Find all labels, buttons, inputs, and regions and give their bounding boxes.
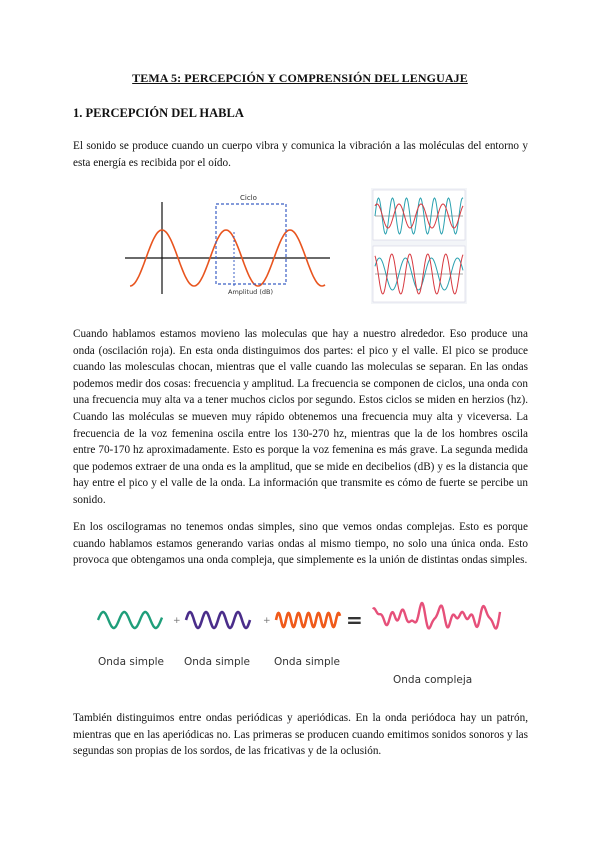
simple-wave-2 [186,612,250,628]
paragraph-periodic-waves: También distinguimos entre ondas periódicas y aperiódicas. En la onda periódoca hay un patrón, mientras que en las aperiódicas no. Las primeras se producen cuando emitimos sonidos sonoros y las segundas son propias de los sordos, de las fricativas y de la oclusión. [73,712,528,758]
label-simple-3: Onda simple [274,656,341,668]
label-complex: Onda compleja [393,674,473,686]
paragraph-complex-waves: En los oscilogramas no tenemos ondas simples, sino que vemos ondas complejas. Esto es porque cuando hablamos estamos generando varias ondas al mismo tiempo, no solo una única onda. Esto provoca que obtengamos una onda compleja, que simplemente es la unión de distintas ondas simples. [73,521,528,567]
equals-sign: = [346,608,363,632]
section-heading: 1. PERCEPCIÓN DEL HABLA [73,106,244,120]
cycle-label: Ciclo [240,194,257,202]
plus-sign-1: + [173,616,181,626]
complex-wave [373,603,500,629]
cycle-box [216,204,286,284]
composite-wave-figure [88,595,508,695]
label-simple-1: Onda simple [98,656,165,668]
mini-wave-diagrams [371,188,467,304]
wave-cycle-figure [120,190,335,300]
plus-sign-2: + [263,616,271,626]
label-simple-2: Onda simple [184,656,251,668]
amplitude-label: Amplitud (dB) [228,288,274,296]
page-title: TEMA 5: PERCEPCIÓN Y COMPRENSIÓN DEL LENGUAJE [132,71,468,85]
paragraph-sound-intro: El sonido se produce cuando un cuerpo vibra y comunica la vibración a las moléculas del entorno y esta energía es recibida por el oído. [73,140,528,169]
simple-wave-3 [276,613,340,627]
paragraph-wave-explanation: Cuando hablamos estamos movieno las moleculas que hay a nuestro alrededor. Eso produce una onda (oscilación roja). En esta onda distinguimos dos partes: el pico y el valle. El pico se produce cuando las molesculas chocan, mientras que el valle cuando las moleculas se separan. En las ondas podemos medir dos cosas: frecuencia y amplitud. La frecuencia se componen de ciclos, una onda con una frecuencia muy alta va a tener muchos ciclos por segundo. Estos ciclos se miden en herzios (hz). Cuando las moléculas se mueven muy rápido obtenemos una frecuencia muy alta y viceversa. La frecuencia de la voz femenina oscila entre los 130-270 hz, mientras que la de los hombres oscila entre 70-170 hz aproximadamente. Esto es porque la voz femenina es más grave. La segunda medida que podemos extraer de una onda es la amplitud, que se mide en decibelios (dB) y es la distancia que hay entre el pico y el valle de la onda. La información que transmite es cómo de fuerte se percibe un sonido. [73,328,528,506]
simple-wave-1 [98,612,162,628]
